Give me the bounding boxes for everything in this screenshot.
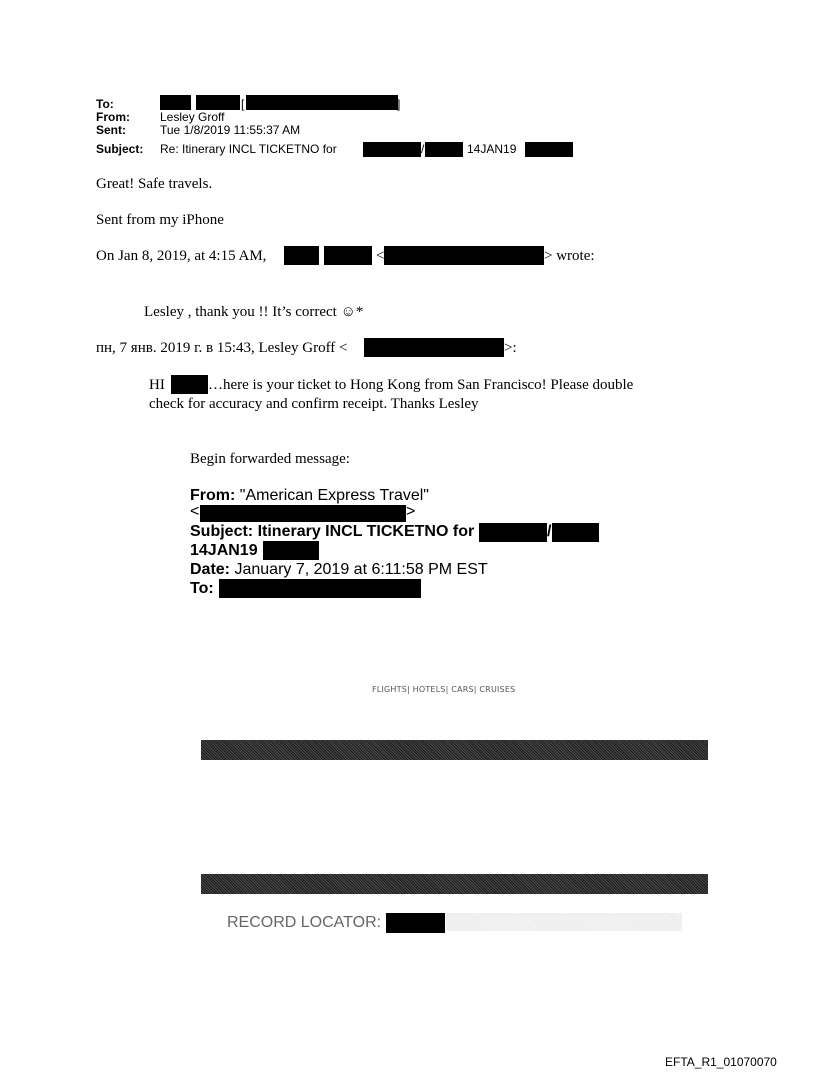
to-bracket-open: [ <box>241 97 245 111</box>
ru-header-prefix: пн, 7 янв. 2019 г. в 15:43, Lesley Groff < <box>96 340 348 356</box>
fwd-subject-slash: / <box>547 523 552 540</box>
redacted-sender-last <box>324 246 372 265</box>
on-wrote: > wrote: <box>544 248 595 264</box>
redacted-groff-email <box>364 338 504 357</box>
redacted-sender-first <box>284 246 319 265</box>
message-line-1: …here is your ticket to Hong Kong from San Francisco! Please double <box>208 377 634 393</box>
fwd-from-value: "American Express Travel" <box>239 487 429 504</box>
redacted-to-email <box>246 95 401 111</box>
begin-forwarded: Begin forwarded message: <box>190 451 350 467</box>
itinerary-banner-top <box>201 740 708 760</box>
record-locator-label: RECORD LOCATOR: <box>227 914 382 931</box>
fwd-date-value: January 7, 2019 at 6:11:58 PM EST <box>234 561 488 578</box>
redacted-subject-1 <box>363 142 421 157</box>
reply-text: Lesley , thank you !! It’s correct ☺* <box>144 304 364 320</box>
on-lt: < <box>376 248 385 264</box>
fwd-date-line: Date: January 7, 2019 at 6:11:58 PM EST <box>190 561 488 578</box>
redacted-record-locator <box>386 913 445 933</box>
fwd-subject-value: Itinerary INCL TICKETNO for <box>257 523 475 540</box>
redacted-fwd-to <box>219 579 421 598</box>
body-line-sent-from: Sent from my iPhone <box>96 212 224 228</box>
on-date-prefix: On Jan 8, 2019, at 4:15 AM, <box>96 248 267 264</box>
to-label: To: <box>96 97 114 111</box>
redacted-fwd-subject-2 <box>552 523 599 542</box>
travel-nav-links[interactable]: FLIGHTS| HOTELS| CARS| CRUISES <box>372 685 516 694</box>
from-value: Lesley Groff <box>160 110 225 124</box>
hi-word: HI <box>149 377 165 393</box>
fwd-to-label: To: <box>190 580 214 597</box>
fwd-lt: < <box>190 503 200 520</box>
redacted-fwd-subject-3 <box>263 541 319 560</box>
fwd-gt: > <box>406 503 416 520</box>
redacted-sender-email <box>384 246 544 265</box>
fwd-subject-line: Subject: Itinerary INCL TICKETNO for <box>190 523 475 540</box>
itinerary-banner-bottom <box>201 874 708 894</box>
document-id: EFTA_R1_01070070 <box>665 1055 777 1069</box>
sent-label: Sent: <box>96 123 126 137</box>
redacted-hi-name <box>171 375 208 394</box>
redacted-to-last <box>196 95 240 110</box>
from-label: From: <box>96 110 130 124</box>
fwd-from-line: From: "American Express Travel" <box>190 487 429 504</box>
record-locator-strip <box>446 913 682 931</box>
subject-prefix: Re: Itinerary INCL TICKETNO for <box>160 142 337 156</box>
redacted-fwd-subject-1 <box>479 523 547 542</box>
redacted-to-first <box>160 95 191 110</box>
redacted-amex-email <box>200 505 406 522</box>
message-line-2: check for accuracy and confirm receipt. Thanks Lesley <box>149 396 479 412</box>
redacted-subject-2 <box>425 142 463 157</box>
subject-date: 14JAN19 <box>467 142 517 156</box>
fwd-subject-date: 14JAN19 <box>190 542 258 559</box>
redacted-subject-3 <box>525 142 573 157</box>
to-bracket-close: ] <box>397 97 401 111</box>
subject-slash: / <box>421 142 425 156</box>
ru-header-suffix: >: <box>504 340 517 356</box>
subject-label: Subject: <box>96 142 144 156</box>
body-line-great: Great! Safe travels. <box>96 176 213 192</box>
sent-value: Tue 1/8/2019 11:55:37 AM <box>160 123 301 137</box>
